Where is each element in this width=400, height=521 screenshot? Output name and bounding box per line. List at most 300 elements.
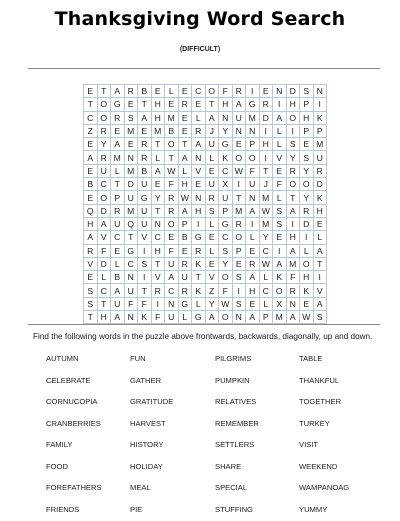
grid-cell: L (314, 231, 328, 244)
grid-cell: Y (219, 258, 233, 271)
word-item: TABLE (299, 349, 383, 371)
grid-cell: G (246, 98, 260, 111)
grid-cell: S (273, 205, 287, 218)
grid-cell: V (314, 284, 328, 297)
grid-cell: L (111, 165, 125, 178)
grid-cell: I (260, 151, 274, 164)
grid-cell: R (179, 284, 193, 297)
grid-cell: T (233, 191, 247, 204)
grid-cell: A (314, 245, 328, 258)
grid-cell: F (287, 271, 301, 284)
grid-cell: F (98, 245, 112, 258)
grid-cell: U (125, 191, 139, 204)
grid-cell: I (246, 218, 260, 231)
grid-cell: V (84, 258, 98, 271)
grid-cell: I (273, 98, 287, 111)
grid-cell: E (273, 231, 287, 244)
word-item: FOOD (46, 457, 130, 479)
grid-cell: T (152, 205, 166, 218)
grid-cell: E (233, 138, 247, 151)
grid-cell: A (246, 205, 260, 218)
grid-cell: I (314, 271, 328, 284)
grid-cell: U (219, 191, 233, 204)
grid-cell: R (152, 284, 166, 297)
grid-cell: E (246, 245, 260, 258)
grid-cell: E (152, 178, 166, 191)
grid-cell: O (233, 151, 247, 164)
grid-cell: H (314, 205, 328, 218)
grid-cell: X (219, 178, 233, 191)
grid-cell: A (111, 138, 125, 151)
grid-cell: U (165, 258, 179, 271)
grid-cell: P (219, 205, 233, 218)
grid-cell: A (273, 258, 287, 271)
grid-cell: J (260, 178, 274, 191)
grid-cell: F (125, 298, 139, 311)
grid-cell: O (165, 138, 179, 151)
grid-cell: R (246, 258, 260, 271)
grid-cell: P (179, 218, 193, 231)
grid-cell: H (192, 205, 206, 218)
grid-cell: R (98, 151, 112, 164)
difficulty-label: (DIFFICULT) (0, 46, 400, 53)
grid-cell: M (125, 125, 139, 138)
grid-cell: G (125, 245, 139, 258)
grid-cell: V (206, 271, 220, 284)
grid-cell: U (98, 165, 112, 178)
grid-cell: A (314, 298, 328, 311)
grid-cell: M (246, 112, 260, 125)
grid-cell: L (206, 245, 220, 258)
word-item: AUTUMN (46, 349, 130, 371)
grid-cell: B (84, 178, 98, 191)
grid-cell: R (206, 191, 220, 204)
grid-cell: T (287, 191, 301, 204)
word-item: FUN (130, 349, 215, 371)
grid-cell: D (98, 205, 112, 218)
grid-cell: F (246, 165, 260, 178)
grid-cell: O (165, 218, 179, 231)
grid-cell: T (314, 258, 328, 271)
grid-cell: U (125, 284, 139, 297)
grid-cell: A (179, 205, 193, 218)
grid-cell: C (219, 165, 233, 178)
grid-cell: W (260, 258, 274, 271)
grid-cell: A (287, 245, 301, 258)
grid-cell: F (273, 178, 287, 191)
grid-cell: E (152, 85, 166, 98)
grid-cell: V (98, 231, 112, 244)
grid-cell: W (260, 205, 274, 218)
word-item: YUMMY (299, 500, 383, 521)
grid-cell: B (138, 165, 152, 178)
grid-cell: B (138, 85, 152, 98)
grid-cell: U (246, 178, 260, 191)
grid-cell: R (192, 245, 206, 258)
grid-cell: G (192, 311, 206, 324)
grid-cell: E (179, 112, 193, 125)
grid-cell: L (273, 191, 287, 204)
grid-cell: E (206, 258, 220, 271)
grid-cell: L (179, 311, 193, 324)
word-item: SHARE (215, 457, 299, 479)
word-item: FOREFATHERS (46, 478, 130, 500)
grid-cell: C (125, 258, 139, 271)
grid-cell: R (192, 125, 206, 138)
grid-cell: P (314, 125, 328, 138)
grid-cell: F (219, 284, 233, 297)
grid-cell: Z (84, 125, 98, 138)
word-item: WEEKEND (299, 457, 383, 479)
grid-cell: K (219, 151, 233, 164)
grid-cell: D (300, 218, 314, 231)
grid-cell: N (273, 85, 287, 98)
word-item: GRATITUDE (130, 392, 215, 414)
grid-cell: T (98, 298, 112, 311)
grid-cell: P (300, 125, 314, 138)
grid-cell: D (287, 85, 301, 98)
grid-cell: S (84, 284, 98, 297)
word-item: CORNUCOPIA (46, 392, 130, 414)
grid-cell: A (206, 311, 220, 324)
grid-cell: K (192, 258, 206, 271)
top-divider (28, 68, 380, 69)
grid-cell: K (314, 112, 328, 125)
grid-cell: P (233, 245, 247, 258)
word-item: SPECIAL (215, 478, 299, 500)
grid-cell: N (219, 112, 233, 125)
grid-cell: R (300, 205, 314, 218)
grid-cell: C (219, 231, 233, 244)
grid-cell: Q (84, 205, 98, 218)
grid-cell: A (165, 271, 179, 284)
grid-cell: O (287, 178, 301, 191)
word-item: CELEBRATE (46, 371, 130, 393)
grid-cell: O (219, 311, 233, 324)
grid-cell: U (233, 112, 247, 125)
grid-cell: E (111, 125, 125, 138)
grid-cell: U (138, 205, 152, 218)
grid-cell: Z (206, 284, 220, 297)
grid-cell: E (300, 298, 314, 311)
grid-cell: S (273, 218, 287, 231)
grid-cell: E (273, 165, 287, 178)
page-title: Thanksgiving Word Search (0, 8, 400, 30)
grid-cell: H (98, 311, 112, 324)
grid-cell: F (165, 245, 179, 258)
grid-cell: U (138, 218, 152, 231)
grid-cell: M (152, 125, 166, 138)
grid-cell: C (98, 178, 112, 191)
grid-cell: C (84, 112, 98, 125)
grid-cell: E (179, 245, 193, 258)
grid-cell: K (314, 191, 328, 204)
grid-cell: O (233, 231, 247, 244)
grid-cell: N (233, 311, 247, 324)
grid-cell: L (111, 258, 125, 271)
grid-cell: E (206, 165, 220, 178)
grid-cell: U (206, 178, 220, 191)
instructions-text: Find the following words in the puzzle above frontwards, backwards, diagonally, up and down. (33, 332, 393, 341)
grid-cell: F (219, 85, 233, 98)
grid-cell: O (98, 112, 112, 125)
grid-cell: I (287, 125, 301, 138)
grid-cell: C (111, 231, 125, 244)
grid-cell: P (111, 191, 125, 204)
grid-cell: I (138, 271, 152, 284)
grid-cell: A (138, 112, 152, 125)
grid-cell: K (138, 311, 152, 324)
grid-cell: K (300, 284, 314, 297)
grid-cell: K (273, 271, 287, 284)
grid-cell: L (206, 218, 220, 231)
grid-cell: U (206, 138, 220, 151)
grid-cell: A (152, 165, 166, 178)
grid-cell: N (246, 191, 260, 204)
grid-cell: Y (206, 298, 220, 311)
grid-cell: M (125, 165, 139, 178)
grid-cell: H (246, 284, 260, 297)
word-item: VISIT (299, 435, 383, 457)
grid-cell: L (152, 151, 166, 164)
grid-cell: R (125, 85, 139, 98)
grid-cell: S (314, 311, 328, 324)
grid-cell: W (219, 298, 233, 311)
grid-cell: R (233, 85, 247, 98)
grid-cell: M (260, 191, 274, 204)
grid-cell: X (273, 298, 287, 311)
grid-cell: A (111, 284, 125, 297)
grid-cell: D (125, 178, 139, 191)
word-item: RELATIVES (215, 392, 299, 414)
grid-cell: W (179, 191, 193, 204)
grid-cell: T (152, 138, 166, 151)
word-item: HISTORY (130, 435, 215, 457)
grid-cell: O (246, 151, 260, 164)
grid-cell: M (165, 112, 179, 125)
grid-cell: N (152, 218, 166, 231)
grid-cell: B (165, 125, 179, 138)
word-item: HOLIDAY (130, 457, 215, 479)
grid-cell: F (165, 178, 179, 191)
grid-cell: H (260, 138, 274, 151)
grid-cell: M (233, 205, 247, 218)
grid-cell: R (179, 98, 193, 111)
grid-cell: E (84, 85, 98, 98)
grid-cell: C (165, 284, 179, 297)
grid-cell: M (111, 151, 125, 164)
grid-cell: H (152, 98, 166, 111)
grid-cell: H (287, 98, 301, 111)
word-item: STUFFING (215, 500, 299, 521)
grid-cell: R (111, 205, 125, 218)
grid-cell: Y (287, 151, 301, 164)
grid-cell: M (273, 311, 287, 324)
grid-cell: I (300, 231, 314, 244)
grid-cell: E (192, 178, 206, 191)
grid-cell: T (260, 165, 274, 178)
grid-cell: U (179, 271, 193, 284)
grid-cell: O (287, 112, 301, 125)
grid-cell: N (314, 85, 328, 98)
word-item: TOGETHER (299, 392, 383, 414)
grid-cell: U (111, 298, 125, 311)
grid-cell: L (192, 112, 206, 125)
grid-cell: Y (300, 191, 314, 204)
grid-cell: I (233, 284, 247, 297)
grid-cell: R (233, 218, 247, 231)
grid-cell: E (125, 138, 139, 151)
grid-cell: P (260, 311, 274, 324)
grid-cell: C (152, 231, 166, 244)
grid-cell: I (192, 218, 206, 231)
grid-cell: S (233, 298, 247, 311)
word-item: THANKFUL (299, 371, 383, 393)
grid-cell: L (192, 298, 206, 311)
grid-cell: Y (152, 191, 166, 204)
grid-cell: M (260, 218, 274, 231)
grid-cell: T (84, 311, 98, 324)
grid-cell: E (84, 191, 98, 204)
grid-cell: W (165, 165, 179, 178)
grid-cell: U (138, 178, 152, 191)
grid-cell: R (138, 151, 152, 164)
grid-cell: T (138, 98, 152, 111)
grid-cell: M (287, 258, 301, 271)
grid-cell: C (260, 245, 274, 258)
grid-cell: A (246, 271, 260, 284)
grid-cell: I (273, 245, 287, 258)
grid-cell: T (125, 231, 139, 244)
grid-cell: N (192, 151, 206, 164)
grid-cell: H (300, 112, 314, 125)
grid-cell: T (84, 98, 98, 111)
grid-cell: S (206, 205, 220, 218)
grid-cell: P (300, 98, 314, 111)
grid-cell: E (300, 138, 314, 151)
grid-cell: H (179, 178, 193, 191)
word-item: MEAL (130, 478, 215, 500)
grid-cell: Y (219, 125, 233, 138)
grid-cell: N (192, 191, 206, 204)
grid-cell: N (287, 298, 301, 311)
grid-cell: R (287, 284, 301, 297)
grid-cell: T (152, 258, 166, 271)
grid-cell: U (111, 218, 125, 231)
grid-cell: L (273, 125, 287, 138)
grid-cell: T (206, 98, 220, 111)
grid-cell: L (179, 165, 193, 178)
grid-cell: C (192, 85, 206, 98)
grid-cell: N (125, 151, 139, 164)
grid-cell: V (152, 271, 166, 284)
grid-cell: W (233, 165, 247, 178)
grid-cell: L (260, 271, 274, 284)
grid-cell: O (300, 258, 314, 271)
grid-cell: A (287, 205, 301, 218)
grid-cell: T (192, 271, 206, 284)
grid-cell: V (273, 151, 287, 164)
grid-cell: T (165, 151, 179, 164)
grid-cell: U (314, 151, 328, 164)
grid-cell: N (165, 298, 179, 311)
grid-cell: S (84, 298, 98, 311)
grid-cell: T (98, 85, 112, 98)
grid-cell: I (138, 245, 152, 258)
grid-cell: G (219, 218, 233, 231)
grid-cell: R (165, 191, 179, 204)
grid-cell: A (287, 311, 301, 324)
grid-cell: E (84, 271, 98, 284)
word-item: PIE (130, 500, 215, 521)
grid-cell: D (260, 112, 274, 125)
grid-cell: E (84, 138, 98, 151)
grid-cell: V (192, 165, 206, 178)
grid-cell: S (300, 85, 314, 98)
grid-cell: N (246, 125, 260, 138)
grid-cell: S (233, 271, 247, 284)
grid-cell: S (300, 151, 314, 164)
grid-cell: E (138, 125, 152, 138)
grid-cell: A (192, 138, 206, 151)
grid-cell: I (152, 298, 166, 311)
word-item: TURKEY (299, 414, 383, 436)
grid-cell: H (219, 98, 233, 111)
grid-cell: H (152, 112, 166, 125)
grid-cell: E (125, 98, 139, 111)
grid-cell: A (246, 311, 260, 324)
grid-cell: A (111, 85, 125, 98)
grid-cell: Q (125, 218, 139, 231)
grid-cell: O (273, 284, 287, 297)
grid-cell: C (260, 284, 274, 297)
grid-cell: K (192, 284, 206, 297)
word-item: GATHER (130, 371, 215, 393)
grid-cell: A (111, 311, 125, 324)
grid-cell: R (314, 165, 328, 178)
grid-cell: V (138, 231, 152, 244)
grid-cell: E (314, 218, 328, 231)
word-item: PUMPKIN (215, 371, 299, 393)
grid-cell: E (111, 245, 125, 258)
grid-cell: H (84, 218, 98, 231)
grid-cell: B (179, 231, 193, 244)
grid-cell: F (152, 311, 166, 324)
grid-cell: I (246, 85, 260, 98)
grid-cell: E (206, 231, 220, 244)
grid-cell: I (287, 218, 301, 231)
grid-cell: L (206, 151, 220, 164)
grid-cell: O (219, 271, 233, 284)
grid-cell: L (273, 138, 287, 151)
grid-cell: I (260, 125, 274, 138)
grid-cell: R (84, 245, 98, 258)
grid-cell: R (260, 98, 274, 111)
grid-cell: G (179, 298, 193, 311)
grid-cell: L (300, 245, 314, 258)
grid-cell: M (125, 205, 139, 218)
word-item: PILGRIMS (215, 349, 299, 371)
grid-cell: R (287, 165, 301, 178)
grid-cell: O (206, 85, 220, 98)
grid-cell: A (179, 151, 193, 164)
grid-cell: S (219, 245, 233, 258)
grid-cell: S (287, 138, 301, 151)
grid-cell: G (138, 191, 152, 204)
grid-cell: O (300, 178, 314, 191)
letter-grid (83, 84, 327, 324)
grid-cell: G (192, 231, 206, 244)
